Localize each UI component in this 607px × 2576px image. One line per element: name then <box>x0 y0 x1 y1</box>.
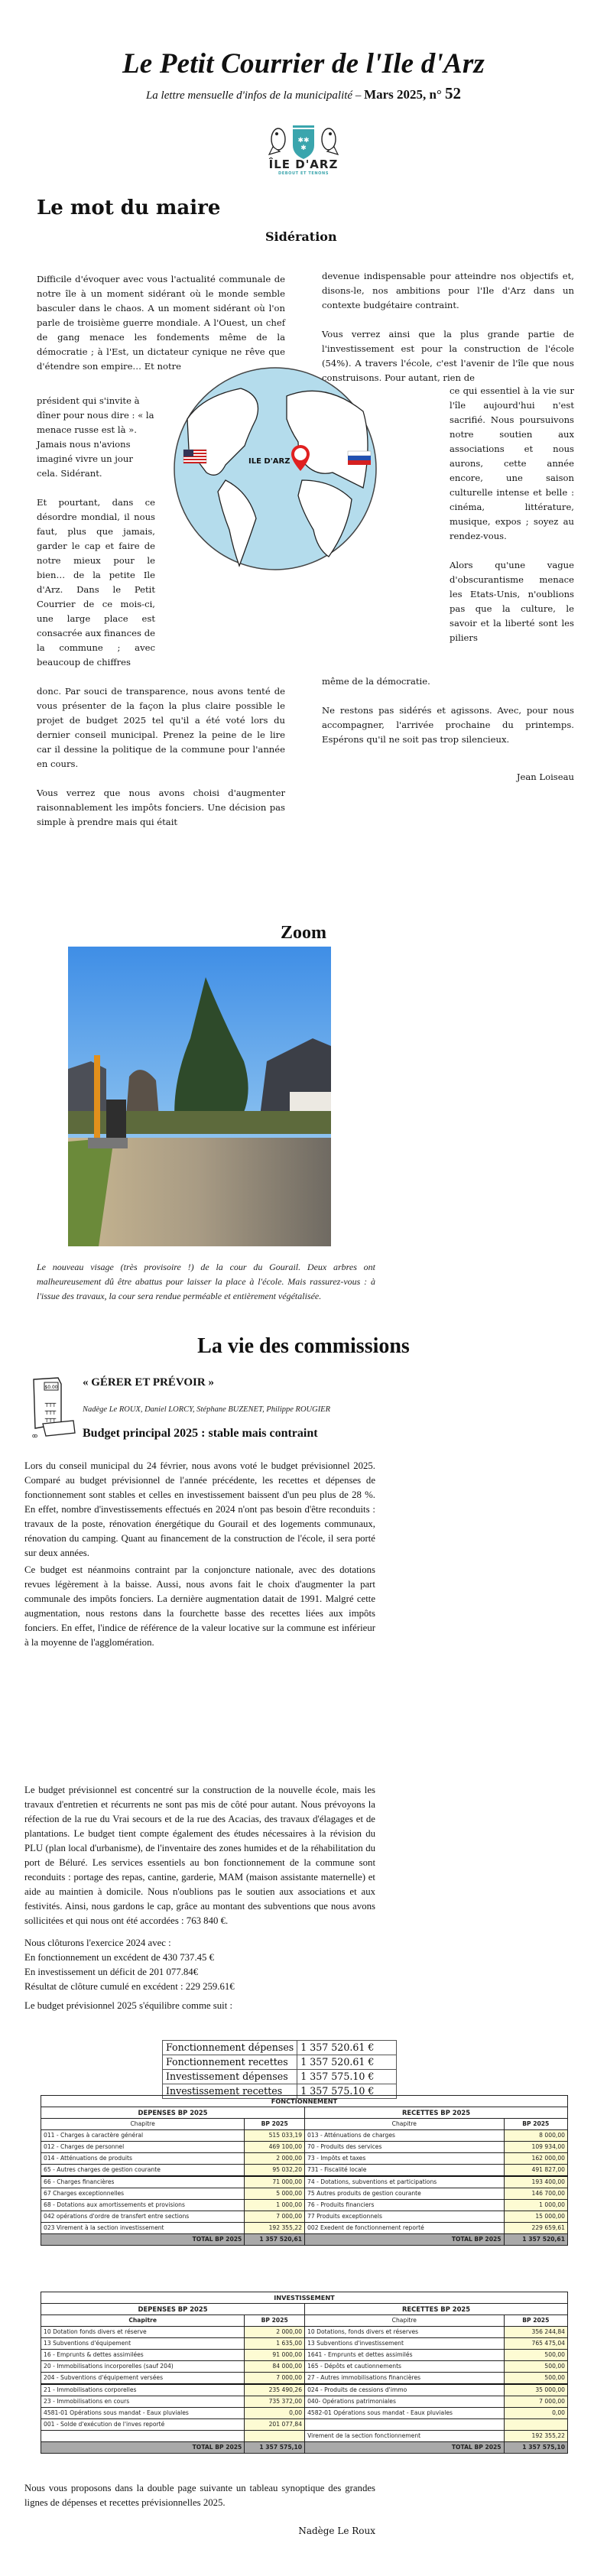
mayor-paragraph: même de la démocratie. <box>322 676 430 687</box>
table-row <box>41 2408 568 2419</box>
courtyard-photo <box>68 947 331 1246</box>
section-heading-mot-du-maire: Le mot du maire <box>37 197 221 219</box>
shield-icon <box>293 125 314 159</box>
table-row <box>41 2211 568 2223</box>
logo-wordmark: ÎLE D'ARZ <box>268 158 339 171</box>
summary-value: 1 357 520.61 € <box>297 2055 397 2070</box>
subtitle-tagline: La lettre mensuelle d'infos de la municipalité <box>145 89 353 102</box>
mayor-paragraph: devenue indispensable pour atteindre nos objectifs et, disons-le, nos ambitions pour l'Ile d'Arz dans un contexte budgétaire contraint. <box>322 271 574 310</box>
usa-flag-icon <box>183 450 206 463</box>
table-group-header: DEPENSES BP 2025 <box>41 2304 305 2315</box>
mayor-paragraph: Alors qu'une vague d'obscurantisme menace les Etats-Unis, n'oublions pas que la culture, le savoir et la liberté sont les piliers <box>450 560 574 643</box>
expense-chapter: 16 - Emprunts & dettes assimilées <box>41 2350 245 2361</box>
svg-text:ꝏ: ꝏ <box>32 1433 38 1439</box>
mayor-signature: Jean Loiseau <box>516 772 574 782</box>
column-header: Chapitre <box>41 2315 245 2327</box>
table-row <box>41 2223 568 2234</box>
revenue-value: 500,00 <box>504 2361 567 2373</box>
article-title-sideration: Sidération <box>265 229 337 244</box>
column-header: BP 2025 <box>504 2119 567 2130</box>
commission-members: Nadège Le ROUX, Daniel LORCY, Stéphane BUZENET, Philippe ROUGIER <box>83 1405 331 1414</box>
revenue-value: 146 700,00 <box>504 2188 567 2200</box>
table-row <box>41 2384 568 2396</box>
table-row <box>41 2200 568 2211</box>
revenue-chapter: 10 Dotations, fonds divers et réserves <box>305 2327 505 2338</box>
fish-left-icon <box>269 128 285 154</box>
mayor-text-right-narrow <box>450 384 574 645</box>
total-value: 1 357 575,10 <box>245 2442 305 2454</box>
revenue-value: 0,00 <box>504 2408 567 2419</box>
revenue-value: 15 000,00 <box>504 2211 567 2223</box>
summary-label: Investissement recettes <box>163 2084 297 2099</box>
expense-value: 91 000,00 <box>245 2350 305 2361</box>
revenue-value: 8 000,00 <box>504 2130 567 2142</box>
revenue-chapter <box>305 2419 505 2431</box>
expense-value: 235 490,26 <box>245 2384 305 2396</box>
revenue-chapter: 73 - Impôts et taxes <box>305 2153 505 2165</box>
column-header: BP 2025 <box>245 2315 305 2327</box>
column-header: Chapitre <box>305 2315 505 2327</box>
revenue-value: 192 355,22 <box>504 2431 567 2442</box>
section-heading-zoom: Zoom <box>281 923 326 943</box>
expense-value <box>245 2431 305 2442</box>
table-row <box>41 2188 568 2200</box>
russia-flag-icon <box>348 451 371 465</box>
revenue-value: 765 475,04 <box>504 2338 567 2350</box>
section-heading-commissions: La vie des commissions <box>197 1334 410 1358</box>
expense-value: 2 000,00 <box>245 2153 305 2165</box>
expense-chapter: 011 - Charges à caractère général <box>41 2130 245 2142</box>
svg-text:✱✱: ✱✱ <box>297 137 310 145</box>
summary-row <box>163 2041 397 2055</box>
expense-value: 7 000,00 <box>245 2373 305 2385</box>
budget-paragraph-2: Ce budget est néanmoins contraint par la conjoncture nationale, avec des dotations revues légèrement à la baisse. Aussi, nous avons fait le choix d'augmenter la part communale des impôts fonciers. La dernière augmentation datait de 1991. Malgré cette augmentation, nous restons dans la fourchette basse des recettes liées aux impôts fonciers. En effet, l'indice de référence de la valeur locative sur la commune est inférieur à la moyenne de l'agglomération. <box>24 1564 375 1648</box>
fonctionnement-table <box>41 2095 568 2246</box>
expense-value: 1 635,00 <box>245 2338 305 2350</box>
table-row <box>41 2396 568 2408</box>
column-header: BP 2025 <box>245 2119 305 2130</box>
svg-text:┬┬┬: ┬┬┬ <box>44 1408 57 1415</box>
svg-text:┬┬┬: ┬┬┬ <box>44 1415 57 1422</box>
revenue-chapter: 002 Exedent de fonctionnement reporté <box>305 2223 505 2234</box>
svg-text:┬┬┬: ┬┬┬ <box>44 1400 57 1407</box>
expense-value: 201 077,84 <box>245 2419 305 2431</box>
expense-chapter: 20 - Immobilisations incorporelles (sauf 204) <box>41 2361 245 2373</box>
revenue-value: 491 827,00 <box>504 2165 567 2177</box>
table-total-row <box>41 2442 568 2454</box>
total-label: TOTAL BP 2025 <box>41 2234 245 2246</box>
revenue-chapter: Virement de la section fonctionnement <box>305 2431 505 2442</box>
table-row <box>41 2153 568 2165</box>
expense-chapter: 13 Subventions d'équipement <box>41 2338 245 2350</box>
revenue-chapter: 4582-01 Opérations sous mandat - Eaux pluviales <box>305 2408 505 2419</box>
expense-value: 515 033,19 <box>245 2130 305 2142</box>
globe-label: ILE D'ARZ <box>248 457 291 466</box>
revenue-value: 1 000,00 <box>504 2200 567 2211</box>
expense-value: 469 100,00 <box>245 2142 305 2153</box>
expense-value: 5 000,00 <box>245 2188 305 2200</box>
revenue-value: 500,00 <box>504 2350 567 2361</box>
revenue-value: 162 000,00 <box>504 2153 567 2165</box>
issue-number: 52 <box>445 84 462 102</box>
column-header: Chapitre <box>305 2119 505 2130</box>
mayor-paragraph: donc. Par souci de transparence, nous avons tenté de vous présenter de la façon la plus claire possible le projet de budget 2025 tel qu'il a été voté lors du dernier conseil municipal. Prenez la peine de le lire car il dessine la politique de la commune pour l'année en cours. <box>37 686 285 769</box>
expense-chapter: 21 - Immobilisations corporelles <box>41 2384 245 2396</box>
column-header: Chapitre <box>41 2119 245 2130</box>
expense-chapter: 68 - Dotations aux amortissements et provisions <box>41 2200 245 2211</box>
mayor-text-left-top: Difficile d'évoquer avec vous l'actualité communale de notre île à un moment sidérant où le monde semble basculer dans le chaos. A un moment sidérant où l'on parle de troisième guerre mondiale. A l'Ouest, un chef de gang menace les fondements même de la démocratie ; à l'Est, un dictateur cynique ne rêve que d'étendre son empire… Et notre <box>37 274 285 372</box>
issue-date: Mars 2025, n° <box>364 87 446 102</box>
expense-chapter: 012 - Charges de personnel <box>41 2142 245 2153</box>
table-row <box>41 2373 568 2385</box>
revenue-value: 7 000,00 <box>504 2396 567 2408</box>
total-value: 1 357 520,61 <box>504 2234 567 2246</box>
logo-tagline: DEBOUT ET TENONS <box>278 171 329 176</box>
summary-value: 1 357 575.10 € <box>297 2084 397 2099</box>
table-row <box>41 2176 568 2188</box>
summary-label: Investissement dépenses <box>163 2070 297 2084</box>
table-row <box>41 2350 568 2361</box>
expense-chapter: 001 - Solde d'exécution de l'inves reporté <box>41 2419 245 2431</box>
revenue-chapter: 13 Subventions d'investissement <box>305 2338 505 2350</box>
svg-text:✱: ✱ <box>300 145 307 152</box>
revenue-chapter: 77 Produits exceptionnels <box>305 2211 505 2223</box>
expense-value: 1 000,00 <box>245 2200 305 2211</box>
mayor-paragraph: président qui s'invite à dîner pour nous dire : « la menace russe est là ». Jamais nous n'avions imaginé vivre un jour cela. Sidérant. <box>37 395 154 479</box>
total-label: TOTAL BP 2025 <box>305 2442 505 2454</box>
table-section-title: INVESTISSEMENT <box>41 2292 568 2304</box>
expense-chapter: 4581-01 Opérations sous mandat - Eaux pluviales <box>41 2408 245 2419</box>
revenue-chapter: 76 - Produits financiers <box>305 2200 505 2211</box>
newsletter-title: Le Petit Courrier de l'Ile d'Arz <box>122 48 485 80</box>
expense-chapter: 66 - Charges financières <box>41 2176 245 2188</box>
outro-paragraph: Nous vous proposons dans la double page suivante un tableau synoptique des grandes lignes de dépenses et recettes prévisionnelles 2025. <box>24 2483 375 2508</box>
closing-results <box>24 1936 375 1994</box>
mayor-text-left-bottom <box>37 684 285 830</box>
table-total-row <box>41 2234 568 2246</box>
revenue-value <box>504 2419 567 2431</box>
expense-value: 95 032,20 <box>245 2165 305 2177</box>
revenue-chapter: 70 - Produits des services <box>305 2142 505 2153</box>
budget-summary-table <box>162 2040 397 2099</box>
expense-chapter: 65 - Autres charges de gestion courante <box>41 2165 245 2177</box>
closing-intro: Nous clôturons l'exercice 2024 avec : <box>24 1938 171 1948</box>
expense-value: 0,00 <box>245 2408 305 2419</box>
revenue-value: 193 400,00 <box>504 2176 567 2188</box>
revenue-chapter: 27 - Autres immobilisations financières <box>305 2373 505 2385</box>
article-title-budget: Budget principal 2025 : stable mais contraint <box>83 1427 318 1440</box>
cash-register-icon <box>28 1376 78 1441</box>
expense-value: 735 372,00 <box>245 2396 305 2408</box>
table-row <box>41 2419 568 2431</box>
revenue-value: 229 659,61 <box>504 2223 567 2234</box>
commission-signature: Nadège Le Roux <box>298 2526 375 2536</box>
expense-value: 192 355,22 <box>245 2223 305 2234</box>
expense-chapter: 23 - Immobilisations en cours <box>41 2396 245 2408</box>
revenue-value: 356 244,84 <box>504 2327 567 2338</box>
revenue-chapter: 75 Autres produits de gestion courante <box>305 2188 505 2200</box>
closing-investissement: En investissement un déficit de 201 077.84€ <box>24 1967 199 1977</box>
revenue-chapter: 024 - Produits de cessions d'immo <box>305 2384 505 2396</box>
expense-chapter <box>41 2431 245 2442</box>
mayor-paragraph: Vous verrez que nous avons choisi d'augmenter raisonnablement les impôts fonciers. Une décision pas simple à prendre mais qui était <box>37 788 285 827</box>
subtitle-separator: – <box>352 89 365 102</box>
revenue-chapter: 165 - Dépôts et cautionnements <box>305 2361 505 2373</box>
table-section-title: FONCTIONNEMENT <box>41 2096 568 2107</box>
summary-label: Fonctionnement dépenses <box>163 2041 297 2055</box>
closing-result: Résultat de clôture cumulé en excédent : 229 259.61€ <box>24 1981 235 1992</box>
revenue-value: 109 934,00 <box>504 2142 567 2153</box>
total-value: 1 357 575,10 <box>504 2442 567 2454</box>
table-row <box>41 2361 568 2373</box>
investissement-table <box>41 2292 568 2454</box>
table-row <box>41 2327 568 2338</box>
register-display: $0.00 <box>44 1385 58 1390</box>
globe-illustration <box>172 365 378 572</box>
table-row <box>41 2165 568 2177</box>
expense-chapter: 023 Virement à la section investissement <box>41 2223 245 2234</box>
mayor-paragraph: Et pourtant, dans ce désordre mondial, il nous faut, plus que jamais, garder le cap et faire de notre mieux pour le bien… de la petite Ile d'Arz. Dans le Petit Courrier de ce mois-ci, une large place est consacrée aux finances de la commune ; avec beaucoup de chiffres <box>37 497 155 668</box>
total-label: TOTAL BP 2025 <box>305 2234 505 2246</box>
revenue-value: 500,00 <box>504 2373 567 2385</box>
total-label: TOTAL BP 2025 <box>41 2442 245 2454</box>
mayor-paragraph: ce qui essentiel à la vie sur l'île aujourd'hui n'est sacrifié. Nous poursuivons notre soutien aux associations et nous aurons, cette année encore, une saison culturelle intense et belle : cinéma, littérature, musique, expos ; soyez au rendez-vous. <box>450 385 574 541</box>
mayor-text-right-bottom <box>322 674 574 747</box>
column-header: BP 2025 <box>504 2315 567 2327</box>
budget-paragraph-1: Lors du conseil municipal du 24 février, nous avons voté le budget prévisionnel 2025. Comparé au budget prévisionnel de l'année précédente, les recettes et dépenses de fonctionnement sont stables et celles en investissement baissent d'un peu plus de 28 %. En effet, nombre d'investissements effectués en 2024 n'ont pas besoin d'être reconduits : travaux de la poste, rénovation énergétique du Gourail et des logements communaux, rénovation du camping. Quant au financement de la construction de l'école, il sera porté sur deux années. <box>24 1460 375 1558</box>
balance-intro: Le budget prévisionnel 2025 s'équilibre comme suit : <box>24 2000 233 2011</box>
budget-paragraph-3: Le budget prévisionnel est concentré sur la construction de la nouvelle école, mais les travaux d'entretien et récurrents ne sont pas mis de côté pour autant. Nous prévoyons la réfection de la rue du Vrai secours et de la rue des Acacias, des travaux d'élagages et de plantations. Le budget tient compte également des études nécessaires à la révision du PLU (plan local d'urbanisme), de l'inventaire des zones humides et de la réhabilitation du port de Béluré. Les services essentiels au bon fonctionnement de la commune sont reconduits : portage des repas, cantine, garderie, MAM (maison assistante maternelle) et aide au maintien à domicile. Nous n'oublions pas le soutien aux associations et aux festivités. Ainsi, nous gardons le cap, grâce au montant des subventions que nous avons sollicitées et qui nous ont été accordées : 763 840 €. <box>24 1785 375 1926</box>
summary-row <box>163 2055 397 2070</box>
expense-chapter: 204 - Subventions d'équipement versées <box>41 2373 245 2385</box>
table-group-header: RECETTES BP 2025 <box>305 2107 568 2119</box>
photo-caption: Le nouveau visage (très provisoire !) de la cour du Gourail. Deux arbres ont malheureusement dû être abattus pour laisser la place à l'école. Mais rassurez-vous : à l'issue des travaux, la cour sera rendue perméable et entièrement végétalisée. <box>37 1262 375 1301</box>
expense-value: 71 000,00 <box>245 2176 305 2188</box>
expense-chapter: 67 Charges exceptionnelles <box>41 2188 245 2200</box>
revenue-chapter: 731 - Fiscalité locale <box>305 2165 505 2177</box>
expense-chapter: 10 Dotation fonds divers et réserve <box>41 2327 245 2338</box>
total-value: 1 357 520,61 <box>245 2234 305 2246</box>
table-row <box>41 2338 568 2350</box>
table-row <box>41 2431 568 2442</box>
summary-row <box>163 2070 397 2084</box>
expense-chapter: 042 opérations d'ordre de transfert entre sections <box>41 2211 245 2223</box>
commission-name: « GÉRER ET PRÉVOIR » <box>83 1376 214 1389</box>
summary-label: Fonctionnement recettes <box>163 2055 297 2070</box>
fish-right-icon <box>322 128 338 154</box>
revenue-chapter: 74 - Dotations, subventions et participations <box>305 2176 505 2188</box>
newsletter-subtitle <box>0 84 607 103</box>
revenue-chapter: 040- Opérations patrimoniales <box>305 2396 505 2408</box>
mayor-text-left-narrow <box>37 394 155 670</box>
mayor-paragraph: Vous verrez ainsi que la plus grande partie de l'investissement est pour la construction de l'école (54%). A travers l'école, c'est l'avenir de l'île que nous construisons. Pour autant, rien de <box>322 329 574 383</box>
expense-value: 2 000,00 <box>245 2327 305 2338</box>
expense-value: 84 000,00 <box>245 2361 305 2373</box>
summary-value: 1 357 575.10 € <box>297 2070 397 2084</box>
table-row <box>41 2142 568 2153</box>
expense-chapter: 014 - Atténuations de produits <box>41 2153 245 2165</box>
table-row <box>41 2130 568 2142</box>
summary-value: 1 357 520.61 € <box>297 2041 397 2055</box>
revenue-value: 35 000,00 <box>504 2384 567 2396</box>
table-group-header: RECETTES BP 2025 <box>305 2304 568 2315</box>
expense-value: 7 000,00 <box>245 2211 305 2223</box>
revenue-chapter: 1641 - Emprunts et dettes assimilés <box>305 2350 505 2361</box>
revenue-chapter: 013 - Atténuations de charges <box>305 2130 505 2142</box>
table-group-header: DEPENSES BP 2025 <box>41 2107 305 2119</box>
closing-fonctionnement: En fonctionnement un excédent de 430 737.45 € <box>24 1952 215 1963</box>
mayor-paragraph: Ne restons pas sidérés et agissons. Avec, pour nous accompagner, l'arrivée prochaine du printemps. Espérons qu'il ne soit pas trop silencieux. <box>322 705 574 745</box>
